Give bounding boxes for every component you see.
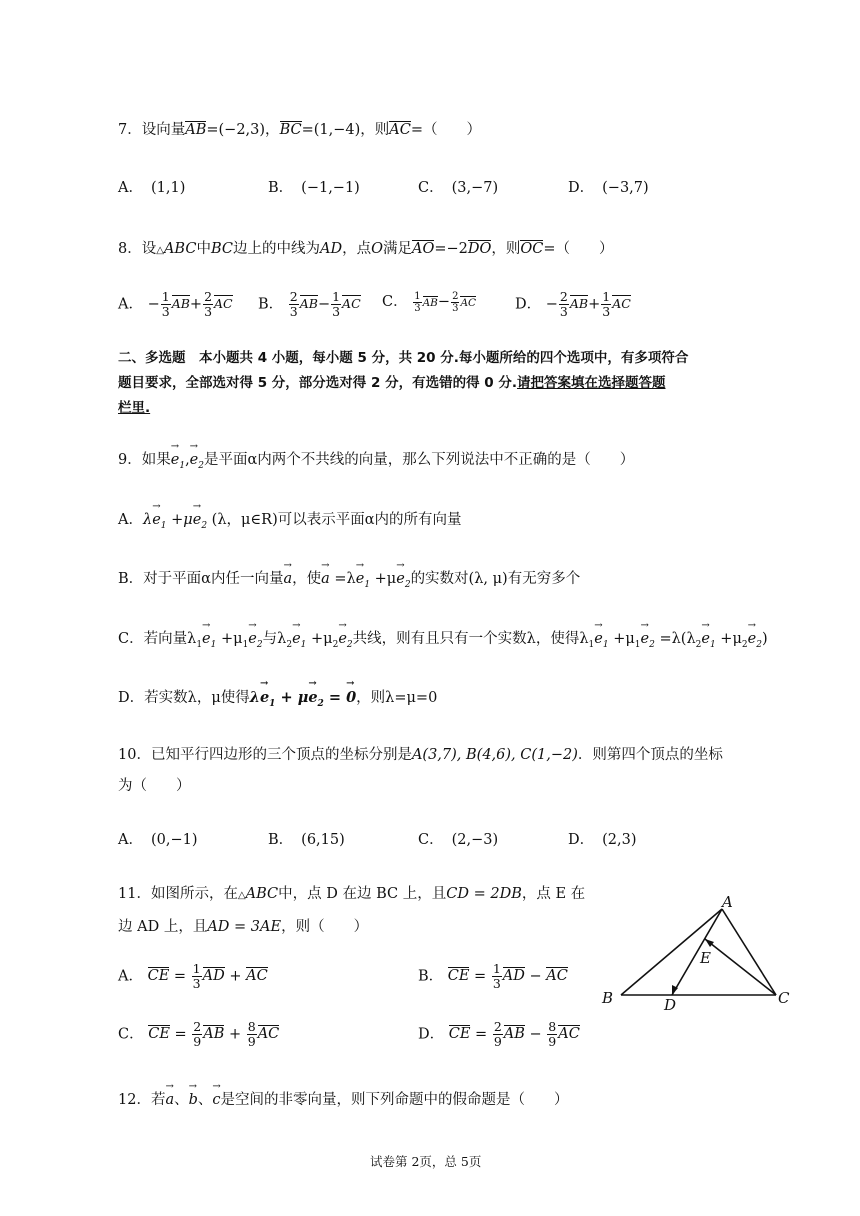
- segment-ac: [722, 909, 776, 995]
- option-value: (2,−3): [451, 832, 499, 848]
- vector-a: → a: [165, 1092, 174, 1108]
- option-value: (1,1): [150, 180, 186, 196]
- q9-option-d: D．若实数λ，μ使得$\lambda\to e_1 + \mu\to e_2$ = → 0，则λ=μ=0: [118, 686, 437, 709]
- label-e: E: [700, 949, 711, 967]
- label-d: D: [664, 996, 677, 1014]
- vector-a: → a: [321, 571, 330, 587]
- q8-stem-text: 8．设: [118, 241, 157, 257]
- q9-c-text: 若向量λ: [143, 631, 197, 647]
- q8-text: 边上的中线为: [232, 241, 320, 257]
- option-label: C．: [382, 294, 408, 310]
- q8-option-b: B． $\frac{2}{3}$ AB− $\frac{1}{3}$ AC: [258, 289, 361, 319]
- segment-ad: [672, 909, 722, 995]
- q10-line2: 为（ ）: [118, 778, 191, 794]
- q12-stem-tail: 是空间的非零向量，则下列命题中的假命题是（ ）: [220, 1092, 569, 1108]
- option-value: (6,15): [301, 832, 345, 848]
- q7-stem-text: 7．设向量: [118, 122, 186, 138]
- q7-option-d: [568, 176, 649, 197]
- q11-text: ，则（ ）: [281, 919, 369, 935]
- fraction: $\frac{2}{3}$: [452, 290, 459, 314]
- q7-option-b: [268, 176, 360, 197]
- option-value: (0,−1): [150, 832, 198, 848]
- q12-stem-text: 12．若: [118, 1092, 166, 1108]
- option-label: A．: [118, 180, 143, 196]
- q8-abc: ABC: [163, 241, 197, 257]
- option-label: B．: [268, 832, 294, 848]
- q8-option-c: C． $\frac{1}{3}$ AB− $\frac{2}{3}$ AC: [382, 290, 477, 314]
- q11-text: 中，点 D 在边 BC 上，且: [278, 886, 447, 902]
- q10-text: 10．已知平行四边形的三个顶点的坐标分别是: [118, 747, 412, 763]
- vector-e1: → $e_1$: [356, 571, 370, 590]
- page-footer: 试卷第 2页，总 5页: [370, 1154, 482, 1169]
- q11-option-b: B． CE = $\frac{1}{3}$ AD − AC: [418, 961, 568, 991]
- vector-b: → b: [189, 1092, 198, 1108]
- q8-text: ，点: [342, 241, 372, 257]
- label-a: A: [722, 893, 733, 911]
- q10-option-d: [568, 828, 637, 849]
- option-label: C．: [118, 631, 144, 647]
- option-label: B．: [418, 968, 444, 985]
- q10-option-b: [268, 828, 345, 849]
- q11-text: 边 AD 上，且: [118, 919, 208, 935]
- section2-line2: [118, 371, 666, 391]
- vector-a: → a: [283, 571, 292, 587]
- option-label: B．: [258, 296, 284, 313]
- vector-oc: OC: [520, 241, 544, 257]
- q7-option-a: [118, 176, 185, 197]
- q9-option-b: B．对于平面α内任一向量→ a，使→ $a =\lambda\to e_1 +\mu\to e_2$的实数对(λ, μ)有无穷多个: [118, 567, 580, 590]
- q9-b-text: 对于平面α内任一向量: [143, 571, 284, 587]
- q8-text: 满足: [382, 241, 412, 257]
- q9-option-c: C．若向量$\lambda_1\to e_1 +\mu_1\to e_2$与$\lambda_2\to e_1 +\mu_2\to e_2$共线，则有且只有一个实数λ，使得$\lambda_1\to e_1 +\mu_1\to e_2 =\lambda(\lambda_2\to e_1 +\mu_2\to e_2)$: [118, 627, 768, 650]
- vector-e1: → $e_1$: [152, 512, 166, 531]
- vector-c: → c: [212, 1092, 220, 1108]
- vector-ab: AB: [185, 122, 207, 138]
- q8-option-d: D． − $\frac{2}{3}$ AB+ $\frac{1}{3}$ AC: [515, 289, 631, 319]
- option-label: C．: [118, 1026, 144, 1043]
- vector-e2: → $e_2$: [193, 512, 207, 531]
- q9-c-text: 与λ: [262, 631, 287, 647]
- option-value: (−1,−1): [301, 180, 360, 196]
- vector-bc: BC: [279, 122, 302, 138]
- fraction: $\frac{1}{3}$: [602, 289, 611, 319]
- fraction: $\frac{2}{3}$: [559, 289, 568, 319]
- q8-text: ，则: [491, 241, 521, 257]
- option-label: D．: [568, 832, 595, 848]
- section2-line3: 栏里.: [118, 400, 151, 416]
- q11-text: 11．如图所示，在: [118, 886, 238, 902]
- q12-stem: 12．若→ a、→ b、→ c是空间的非零向量，则下列命题中的假命题是（ ）: [118, 1088, 569, 1109]
- q8-o: O: [371, 241, 383, 257]
- option-label: D．: [418, 1026, 445, 1043]
- q11-condition: CD = 2DB: [446, 886, 522, 902]
- label-b: B: [602, 989, 614, 1007]
- q8-stem: [118, 237, 614, 258]
- q9-b-text: ，使: [292, 571, 322, 587]
- q9-stem: 9．如果→ $e_1,\to e_2$是平面α内两个不共线的向量，那么下列说法中不正确的是（ ）: [118, 448, 634, 471]
- q9-d-text: ，则λ=μ=0: [356, 690, 438, 706]
- section2-line2a: 题目要求，全部选对得 5 分，部分选对得 2 分，有选错的得 0 分.: [118, 375, 518, 391]
- q7-bc-value: =(1,−4)，则: [301, 122, 390, 138]
- q8-ad: AD: [319, 241, 343, 257]
- q10-line1: [118, 743, 723, 764]
- q10-points: A(3,7), B(4,6), C(1,−2): [411, 747, 578, 763]
- q10-option-c: [418, 828, 498, 849]
- q9-stem-text: 9．如果: [118, 452, 171, 468]
- label-c: C: [778, 989, 790, 1007]
- fraction: $\frac{1}{3}$: [414, 290, 421, 314]
- vector-do: DO: [467, 241, 492, 257]
- q11-option-d: D． CE = $\frac{2}{9}$ AB − $\frac{8}{9}$ AC: [418, 1019, 580, 1049]
- section2-line1: 二、多选题 本小题共 4 小题，每小题 5 分，共 20 分.每小题所给的四个选项中，有多项符合: [118, 350, 689, 366]
- q9-stem-tail: 是平面α内两个不共线的向量，那么下列说法中不正确的是（ ）: [204, 452, 635, 468]
- vector-ao: AO: [411, 241, 435, 257]
- q7-ab-value: =(−2,3)，: [206, 122, 280, 138]
- option-label: B．: [268, 180, 294, 196]
- q11-condition: AD = 3AE: [207, 919, 282, 935]
- q9-c-text: 共线，则有且只有一个实数λ，使得λ: [352, 631, 589, 647]
- option-label: D．: [515, 296, 542, 313]
- vector-e2: → $e_2$: [190, 452, 204, 471]
- fraction: $\frac{1}{3}$: [161, 289, 170, 319]
- fraction: $\frac{1}{3}$: [332, 289, 341, 319]
- q7-tail: =（ ）: [410, 122, 482, 138]
- option-value: (2,3): [602, 832, 637, 848]
- q11-text: ，点 E 在: [521, 886, 586, 902]
- vector-e1: → $e_1$: [171, 452, 185, 471]
- q11-line1: 11．如图所示，在△ABC中，点 D 在边 BC 上，且CD = 2DB，点 E 在: [118, 886, 586, 902]
- vector-e2: → $e_2$: [396, 571, 410, 590]
- q10-option-a: [118, 828, 198, 849]
- option-label: A．: [118, 512, 143, 528]
- option-label: B．: [118, 571, 144, 587]
- section2-line2b: 请把答案填在选择题答题: [517, 375, 666, 391]
- vector-ac: AC: [389, 122, 411, 138]
- q7-stem: [118, 118, 481, 139]
- q11-line2: [118, 915, 368, 936]
- option-label: D．: [118, 690, 145, 706]
- option-label: A．: [118, 296, 143, 313]
- option-value: (3,−7): [451, 180, 499, 196]
- q8-text: 中: [196, 241, 211, 257]
- triangle-figure: [596, 893, 796, 1018]
- segment-ce: [705, 939, 776, 995]
- q7-option-c: [418, 176, 498, 197]
- q9-d-text: 若实数λ，μ使得: [144, 690, 250, 706]
- option-value: (−3,7): [602, 180, 649, 196]
- triangle-symbol: △: [156, 245, 164, 256]
- q11-option-a: A． CE = $\frac{1}{3}$ AD + AC: [118, 961, 268, 991]
- q9-option-a: A．$\lambda\to e_1 +\mu\to e_2$ (λ，μ∈R)可以表示平面α内的所有向量: [118, 508, 462, 531]
- q8-option-a: A． − $\frac{1}{3}$ AB+ $\frac{2}{3}$ AC: [118, 289, 233, 319]
- q9-a-text: (λ，μ∈R)可以表示平面α内的所有向量: [211, 512, 462, 528]
- option-label: D．: [568, 180, 595, 196]
- q11-option-c: C． CE = $\frac{2}{9}$ AB + $\frac{8}{9}$ AC: [118, 1019, 280, 1049]
- fraction: $\frac{2}{3}$: [289, 289, 298, 319]
- option-label: C．: [418, 180, 444, 196]
- option-label: A．: [118, 832, 143, 848]
- q8-eq: =−2: [434, 241, 468, 257]
- q8-bc: BC: [210, 241, 233, 257]
- q9-b-text: 的实数对(λ, μ)有无穷多个: [410, 571, 581, 587]
- option-label: C．: [418, 832, 444, 848]
- q10-text: ．则第四个顶点的坐标: [577, 747, 723, 763]
- option-label: A．: [118, 968, 143, 985]
- q8-tail: =（ ）: [543, 241, 614, 257]
- fraction: $\frac{2}{3}$: [204, 289, 213, 319]
